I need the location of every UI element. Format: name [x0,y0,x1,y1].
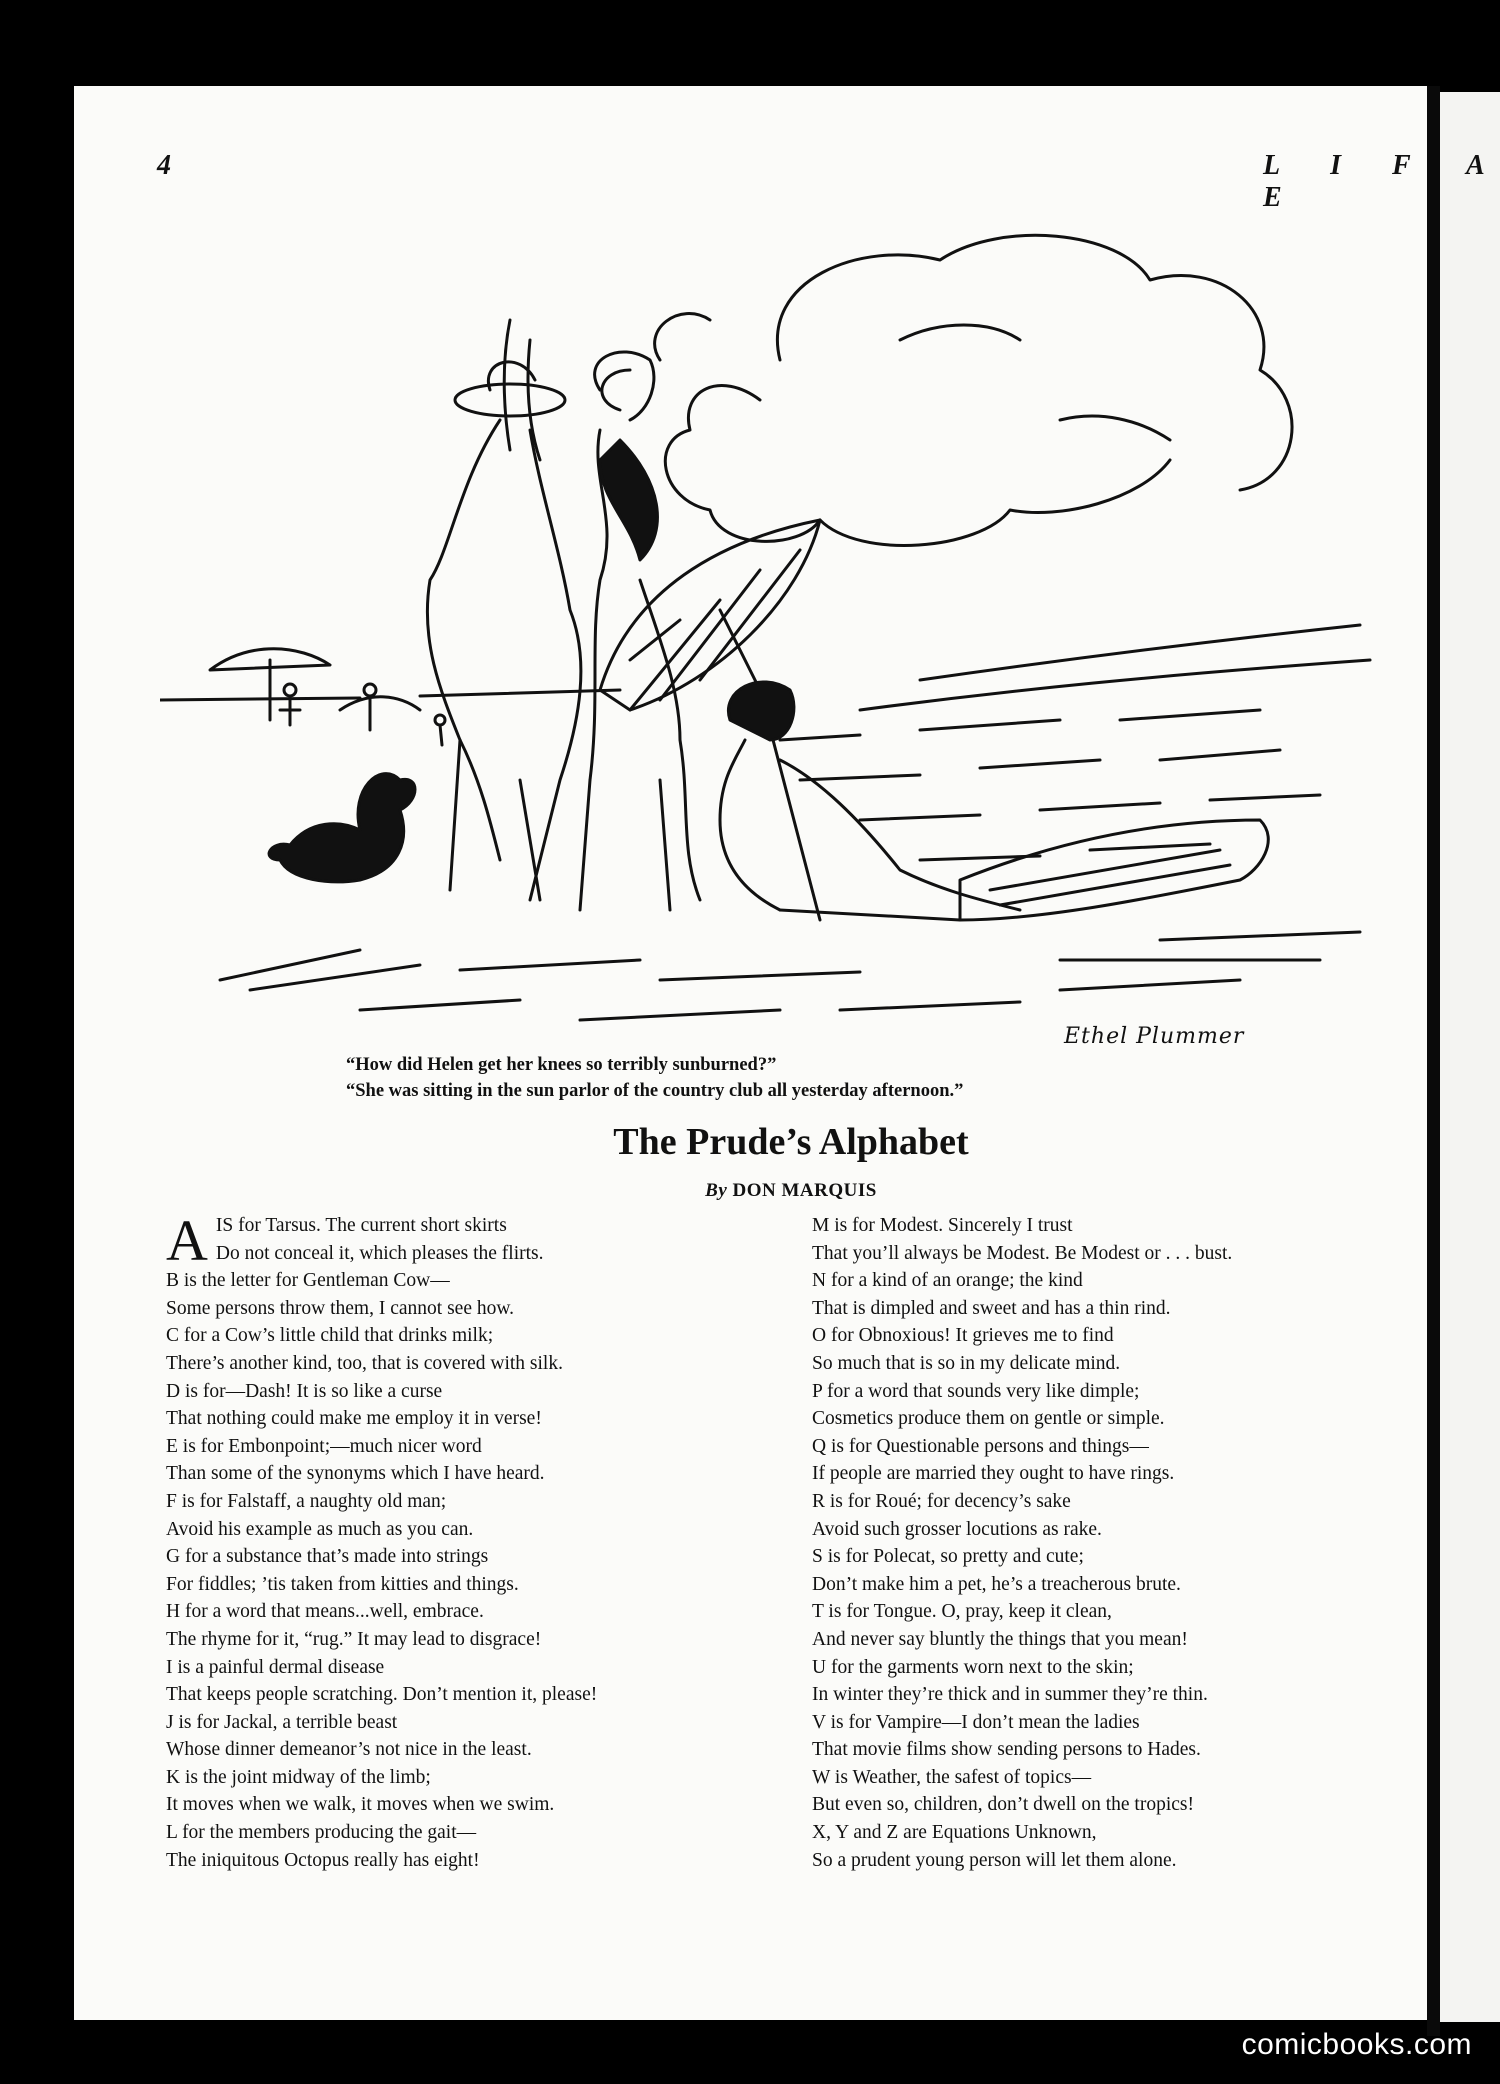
facing-page-masthead-letter: A [1466,150,1487,181]
verse-line: That keeps people scratching. Don’t mention it, please! [166,1684,598,1706]
page-gutter [1427,86,1440,2036]
verse-line: Some persons throw them, I cannot see how. [166,1297,515,1319]
masthead: L I F E [1263,150,1433,213]
verse-line: Q is for Questionable persons and things— [812,1435,1149,1457]
verse-line: O for Obnoxious! It grieves me to find [812,1325,1114,1347]
poem-column-left [166,1208,766,1874]
verse-line: And never say bluntly the things that you mean! [812,1628,1188,1650]
verse-line: That you’ll always be Modest. Be Modest or . . . bust. [812,1242,1233,1264]
verse-line: C for a Cow’s little child that drinks milk; [166,1325,494,1347]
watermark-link[interactable]: comicbooks.com [1241,2028,1472,2061]
verse-line: F is for Falstaff, a naughty old man; [166,1490,447,1512]
verse-line: B is the letter for Gentleman Cow— [166,1270,450,1292]
verse-line: X, Y and Z are Equations Unknown, [812,1822,1097,1844]
verse-line: I is a painful dermal disease [166,1656,385,1678]
drop-cap: A [166,1208,208,1273]
verse-line: N for a kind of an orange; the kind [812,1270,1083,1292]
verse-line: But even so, children, don’t dwell on the tropics! [812,1794,1194,1816]
verse-line: S is for Polecat, so pretty and cute; [812,1546,1084,1568]
verse-line: D is for—Dash! It is so like a curse [166,1380,443,1402]
verse-line: V is for Vampire—I don’t mean the ladies [812,1711,1140,1733]
verse-line: G for a substance that’s made into strings [166,1546,489,1568]
verse-line: M is for Modest. Sincerely I trust [812,1215,1073,1236]
poem-title: The Prude’s Alphabet [613,1121,969,1163]
page-number: 4 [157,150,173,181]
verse-line: For fiddles; ’tis taken from kitties and things. [166,1573,519,1595]
verse-line: In winter they’re thick and in summer they’re thin. [812,1684,1208,1706]
verse-line: E is for Embonpoint;—much nicer word [166,1435,482,1457]
verse-line: Than some of the synonyms which I have heard. [166,1463,545,1485]
verse-line: W is Weather, the safest of topics— [812,1766,1092,1788]
verse-line: L for the members producing the gait— [166,1822,477,1844]
verse-line: There’s another kind, too, that is covered with silk. [166,1352,563,1374]
byline-author: DON MARQUIS [732,1180,877,1201]
artist-signature: Ethel Plummer [1064,1024,1245,1049]
cartoon-caption [346,1052,963,1104]
verse-line: Avoid such grosser locutions as rake. [812,1518,1102,1540]
verse-line: It moves when we walk, it moves when we swim. [166,1794,555,1816]
poem-column-right [812,1212,1402,1874]
beach-cartoon-illustration [160,220,1390,1050]
verse-line: IS for Tarsus. The current short skirts [215,1215,507,1236]
verse-line: So a prudent young person will let them alone. [812,1849,1177,1871]
facing-page-edge [1440,92,1500,2022]
verse-line: Cosmetics produce them on gentle or simple. [812,1408,1165,1430]
verse-line: Whose dinner demeanor’s not nice in the least. [166,1739,532,1761]
verse-line: That movie films show sending persons to Hades. [812,1739,1201,1761]
verse-line: U for the garments worn next to the skin; [812,1656,1134,1678]
caption-line-question: “How did Helen get her knees so terribly sunburned?” [346,1055,777,1075]
verse-line: J is for Jackal, a terrible beast [166,1711,398,1733]
verse-line: If people are married they ought to have rings. [812,1463,1175,1485]
verse-line: The iniquitous Octopus really has eight! [166,1849,480,1871]
stanza-a [166,1208,766,1273]
poem-byline [0,1180,1500,1202]
verse-line: P for a word that sounds very like dimple; [812,1380,1140,1402]
caption-line-answer: “She was sitting in the sun parlor of the country club all yesterday afternoon.” [346,1081,964,1101]
verse-line: H for a word that means...well, embrace. [166,1601,484,1623]
verse-line: Don’t make him a pet, he’s a treacherous brute. [812,1573,1181,1595]
verse-line: Avoid his example as much as you can. [166,1518,474,1540]
verse-line: The rhyme for it, “rug.” It may lead to disgrace! [166,1628,542,1650]
verse-line: T is for Tongue. O, pray, keep it clean, [812,1601,1112,1623]
byline-prefix: By [705,1180,728,1201]
verse-line: That is dimpled and sweet and has a thin rind. [812,1297,1171,1319]
verse-line: K is the joint midway of the limb; [166,1766,431,1788]
verse-line: Do not conceal it, which pleases the flirts. [215,1242,544,1264]
verse-line: That nothing could make me employ it in verse! [166,1408,542,1430]
verse-line: So much that is so in my delicate mind. [812,1352,1121,1374]
verse-line: R is for Roué; for decency’s sake [812,1490,1071,1512]
